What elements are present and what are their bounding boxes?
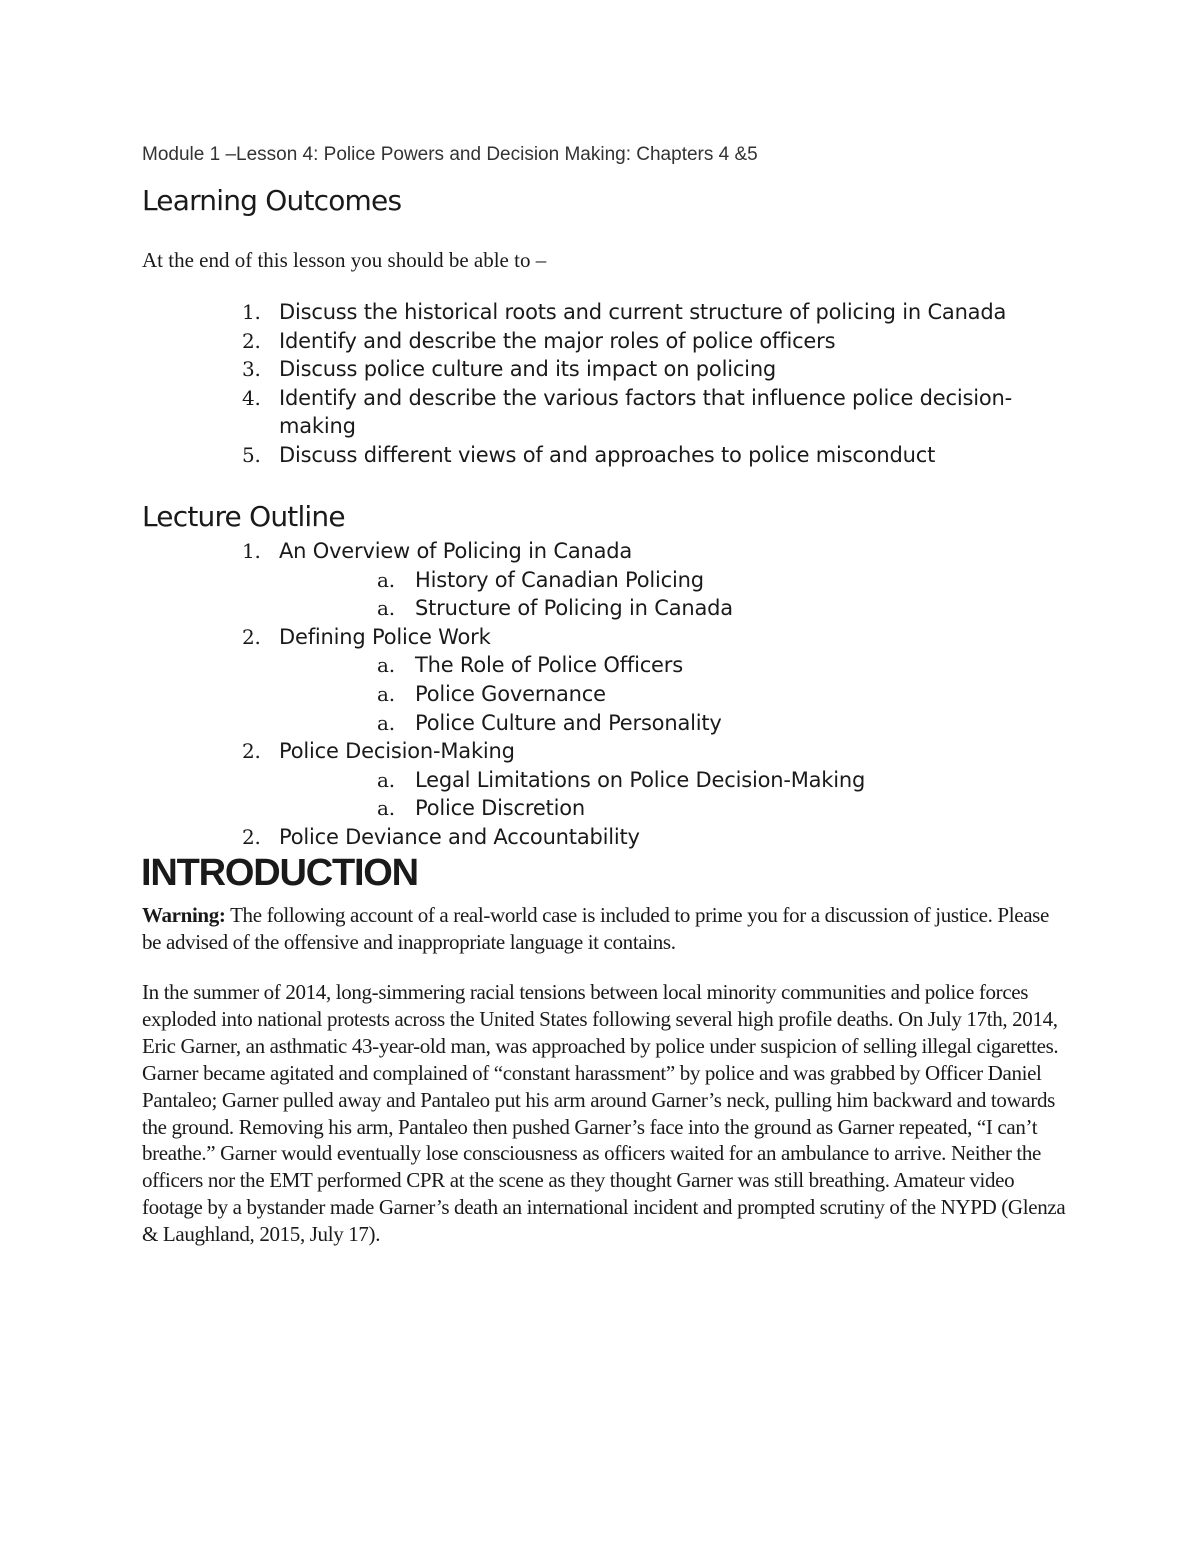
outline-item-text: An Overview of Policing in Canada	[279, 539, 633, 563]
outline-subitem	[242, 566, 1042, 595]
list-item	[242, 441, 1042, 470]
list-item-number: 4.	[242, 385, 261, 410]
list-item-number: 2.	[242, 328, 261, 353]
outline-item	[242, 737, 1042, 766]
learning-outcomes-intro: At the end of this lesson you should be able to –	[142, 248, 547, 272]
list-item-number: 1.	[242, 300, 261, 324]
list-item	[242, 298, 1042, 327]
outline-subitem-text: The Role of Police Officers	[415, 653, 683, 678]
outline-subitem-text: Police Governance	[415, 681, 606, 706]
outline-item-text: Police Decision-Making	[279, 739, 515, 764]
outline-item	[242, 823, 1042, 852]
list-item	[242, 327, 1042, 356]
outline-subitem-letter: a.	[377, 653, 395, 678]
list-item-text: Discuss police culture and its impact on policing	[279, 357, 777, 382]
outline-subitem-text: Legal Limitations on Police Decision-Making	[415, 767, 866, 792]
introduction-heading: INTRODUCTION	[141, 852, 418, 894]
list-item-text: Identify and describe the major roles of police officers	[279, 328, 836, 353]
warning-label: Warning:	[142, 903, 226, 927]
list-item-text: Discuss the historical roots and current structure of policing in Canada	[279, 300, 1007, 324]
outline-subitem-text: History of Canadian Policing	[415, 567, 704, 592]
warning-text: The following account of a real-world case is included to prime you for a discussion of justice. Please be advised of the offensive and inappropriate language it contains.	[142, 903, 1049, 954]
lecture-outline-list	[242, 537, 1042, 852]
outline-item	[242, 537, 1042, 566]
list-item	[242, 355, 1042, 384]
outline-subitem	[242, 794, 1042, 823]
outline-subitem	[242, 766, 1042, 795]
outline-subitem-letter: a.	[377, 567, 395, 592]
outline-item	[242, 623, 1042, 652]
lecture-outline-heading: Lecture Outline	[142, 500, 345, 533]
introduction-paragraph: In the summer of 2014, long-simmering racial tensions between local minority communities and police forces exploded into national protests across the United States following several high profile deaths. On July 17th, 2014, Eric Garner, an asthmatic 43-year-old man, was approached by police under suspicion of selling illegal cigarettes. Garner became agitated and complained of “constant harassment” by police and was grabbed by Officer Daniel Pantaleo; Garner pulled away and Pantaleo put his arm around Garner’s neck, pulling him backward and towards the ground. Removing his arm, Pantaleo then pushed Garner’s face into the ground as Garner repeated, “I can’t breathe.” Garner would eventually lose consciousness as officers waited for an ambulance to arrive. Neither the officers nor the EMT performed CPR at the scene as they thought Garner was still breathing. Amateur video footage by a bystander made Garner’s death an international incident and prompted scrutiny of the NYPD (Glenza & Laughland, 2015, July 17).	[142, 980, 1066, 1247]
outline-item-number: 2.	[242, 624, 261, 649]
module-lesson-line: Module 1 –Lesson 4: Police Powers and Decision Making: Chapters 4 &5	[142, 144, 758, 165]
outline-subitem-letter: a.	[377, 767, 395, 792]
outline-subitem-text: Structure of Policing in Canada	[415, 596, 733, 621]
list-item	[242, 384, 1042, 441]
outline-subitem	[242, 709, 1042, 738]
list-item-number: 3.	[242, 357, 261, 382]
list-item-number: 5.	[242, 442, 261, 467]
outline-subitem-letter: a.	[377, 796, 395, 821]
list-item-text: Discuss different views of and approaches to police misconduct	[279, 442, 936, 467]
outline-item-number: 1.	[242, 539, 261, 563]
outline-subitem-letter: a.	[377, 710, 395, 735]
outline-subitem	[242, 680, 1042, 709]
outline-subitem	[242, 594, 1042, 623]
outline-subitem-letter: a.	[377, 681, 395, 706]
outline-item-number: 2.	[242, 824, 261, 849]
outline-subitem-letter: a.	[377, 596, 395, 621]
list-item-text: Identify and describe the various factors that influence police decision-making	[279, 385, 1012, 439]
outline-subitem-text: Police Discretion	[415, 796, 585, 821]
learning-outcomes-heading: Learning Outcomes	[142, 184, 402, 217]
outline-subitem-text: Police Culture and Personality	[415, 710, 722, 735]
learning-outcomes-list	[242, 298, 1042, 470]
outline-item-number: 2.	[242, 739, 261, 764]
outline-subitem	[242, 651, 1042, 680]
outline-item-text: Defining Police Work	[279, 624, 491, 649]
outline-item-text: Police Deviance and Accountability	[279, 824, 640, 849]
warning-paragraph	[142, 902, 1072, 956]
